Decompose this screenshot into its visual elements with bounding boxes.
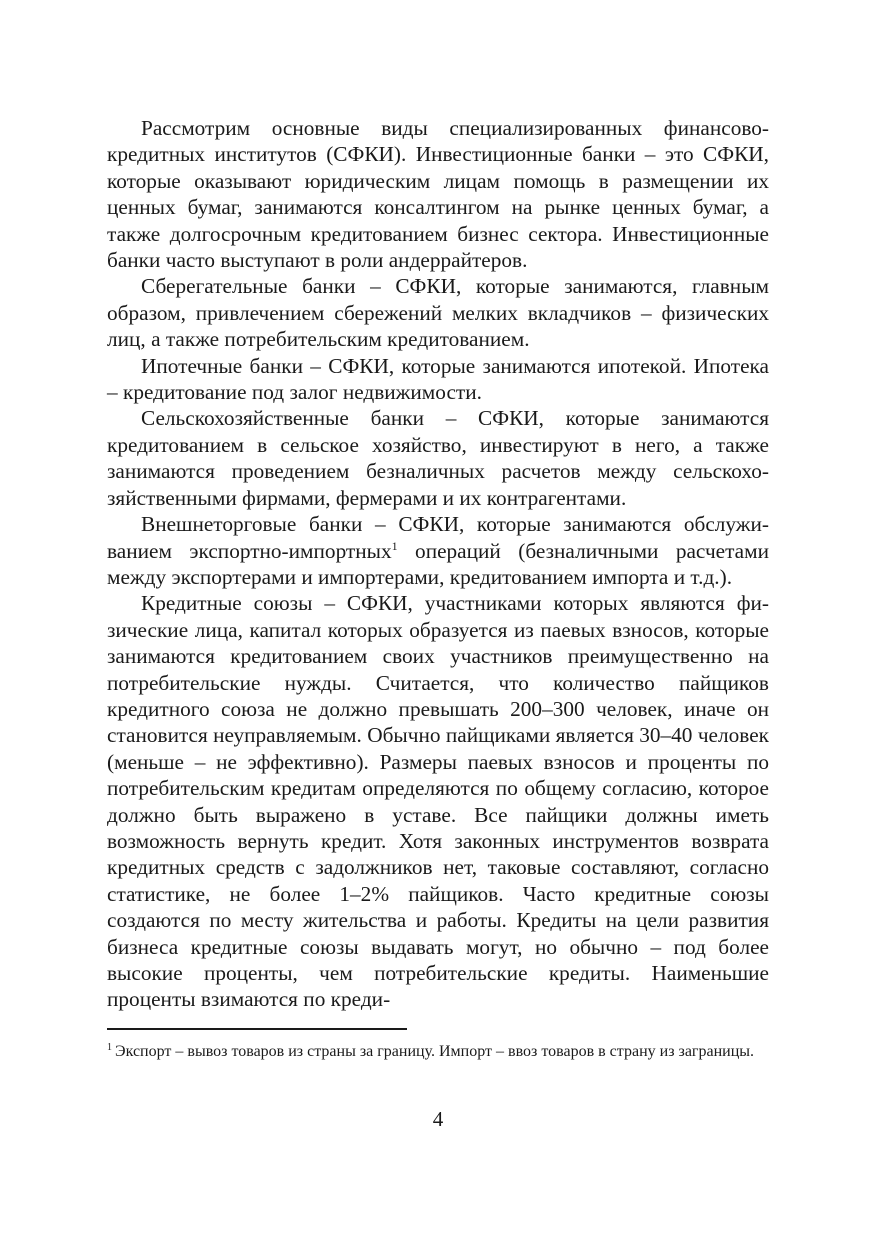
paragraph-text-after-ref: операций (безналичными расчетами между экспортерами и импортерами, кредитованием импорта и т.д.).	[107, 538, 769, 589]
footnote	[107, 1041, 769, 1063]
paragraph-credit-unions: Кредитные союзы – СФКИ, участниками которых являются физические лица, капитал которых образуется из паевых взносов, которые занимаются кредитованием своих участников преимущественно на потребительские нужды. Считается, что количество пайщиков кредитного союза не должно превышать 200–300 человек, иначе он становится неуправляемым. Обычно пайщиками является 30–40 человек (меньше – не эффективно). Размеры паевых взносов и проценты по потребительским кредитам определяются по общему согласию, которое должно быть выражено в уставе. Все пайщики должны иметь возможность вернуть кредит. Хотя законных инструментов возврата кредитных средств с задолжников нет, таковые составляют, согласно статистике, не более 1–2% пайщиков. Часто кредитные союзы создаются по месту жительства и работы. Кредиты на цели развития бизнеса кредитные союзы выдавать могут, но обычно – под более высокие проценты, чем потребительские кредиты. Наименьшие проценты взимаются по креди-	[107, 591, 769, 1012]
footnote-marker: 1	[107, 1042, 112, 1053]
paragraph-agricultural-banks: Сельскохозяйственные банки – СФКИ, которые занимаются кредитованием в сельское хозяйство, инвестируют в него, а также занимаются проведением безналичных расчетов между сельскохозяйственными фирмами, фермерами и их контрагентами.	[107, 406, 769, 510]
paragraph-foreign-trade-banks	[107, 511, 769, 590]
page-number: 4	[432, 1107, 444, 1131]
footnote-text: Экспорт – вывоз товаров из страны за границу. Импорт – ввоз товаров в страну из заграницы.	[115, 1043, 755, 1060]
paragraph-text-before-ref: Внешнеторговые банки – СФКИ, которые занимаются обслуживанием экспортно-импортных	[107, 512, 769, 563]
main-text	[107, 115, 769, 1013]
paragraph-specialized-institutions: Рассмотрим основные виды специализированных финансово-кредитных институтов (СФКИ). Инвестиционные банки – это СФКИ, которые оказывают юридическим лицам помощь в размещении их ценных бумаг, занимаются консалтингом на рынке ценных бумаг, а также долгосрочным кредитованием бизнес сектора. Инвестиционные банки часто выступают в роли андеррайтеров.	[107, 116, 769, 273]
footnote-reference[interactable]: 1	[391, 538, 398, 553]
page-body	[107, 115, 769, 1013]
paragraph-mortgage-banks: Ипотечные банки – СФКИ, которые занимаются ипотекой. Ипотека – кредитование под залог недвижимости.	[107, 353, 769, 405]
footnote-separator	[107, 1028, 407, 1030]
paragraph-savings-banks: Сберегательные банки – СФКИ, которые занимаются, главным образом, привлечением сбережений мелких вкладчиков – физических лиц, а также потребительским кредитованием.	[107, 274, 769, 352]
